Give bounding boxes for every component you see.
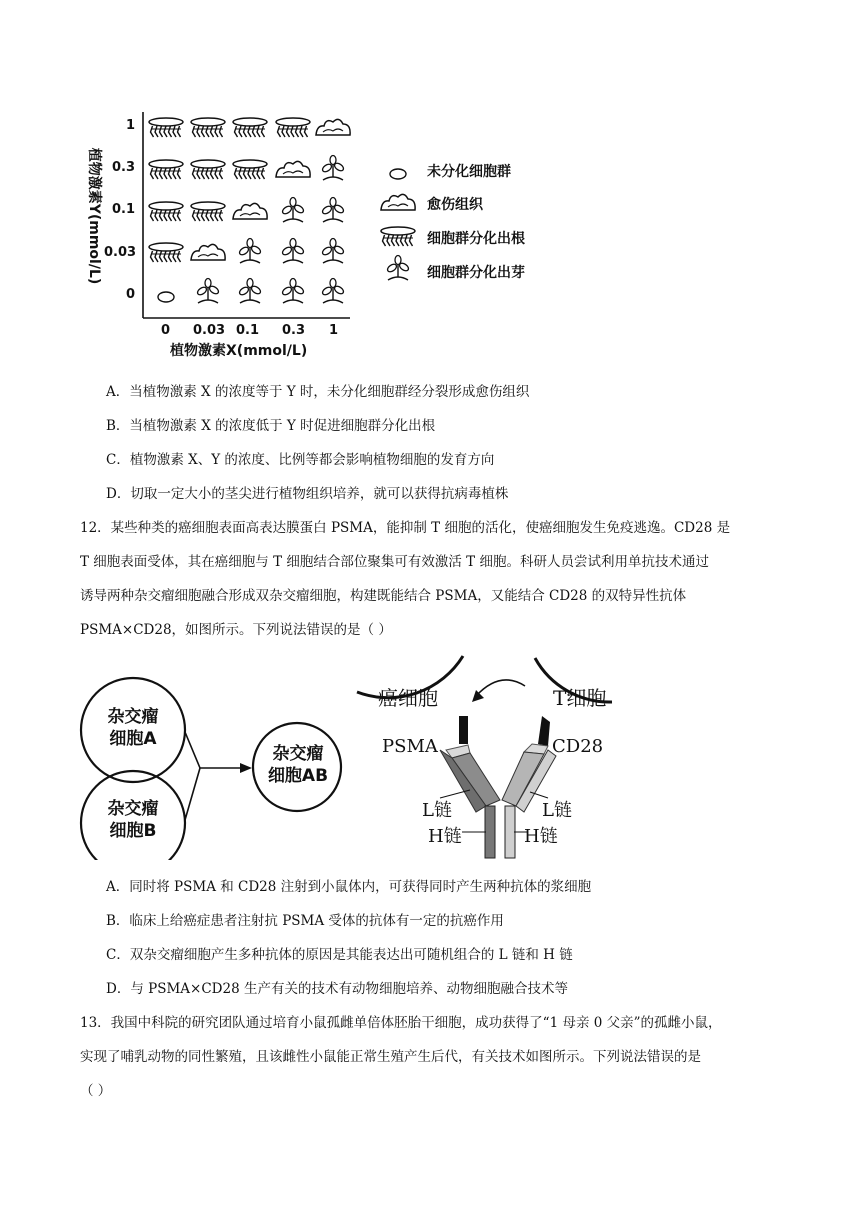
t-cell-label: T细胞: [553, 686, 607, 710]
cell-a-line-1: 杂交瘤: [107, 707, 159, 727]
legend-icon-root: [381, 227, 415, 246]
cell-ab-line-2: 细胞AB: [267, 766, 329, 786]
cell-icon-shoot: [321, 239, 345, 264]
q13-stem-line-2: 实现了哺乳动物的同性繁殖，且该雌性小鼠能正常生殖产生后代，有关技术如图所示。下列说法错误的是: [80, 1049, 701, 1065]
cd28-label: CD28: [552, 736, 604, 757]
legend-icon-undiff: [390, 169, 406, 179]
legend-label-root: 细胞群分化出根: [427, 231, 525, 247]
cell-icon-shoot: [281, 279, 305, 304]
q11-option-c: C．植物激素 X、Y 的浓度、比例等都会影响植物细胞的发育方向: [106, 452, 495, 468]
cell-b-label: [83, 798, 183, 842]
cell-icon-shoot: [281, 198, 305, 223]
x-tick-1: 1: [329, 323, 339, 338]
axes-svg: [0, 0, 860, 370]
cell-icon-root: [149, 160, 183, 179]
cell-icon-root: [191, 118, 225, 137]
q12-option-c: C．双杂交瘤细胞产生多种抗体的原因是其能表达出可随机组合的 L 链和 H 链: [106, 947, 573, 963]
l-chain-right-label: L链: [542, 800, 572, 821]
x-tick-0: 0: [161, 323, 171, 338]
q12-stem-line-4: PSMA×CD28，如图所示。下列说法错误的是（ ）: [80, 622, 392, 638]
cell-icon-shoot: [238, 279, 262, 304]
cell-ab-line-1: 杂交瘤: [272, 744, 324, 764]
cell-icon-callus: [276, 161, 310, 177]
cell-icon-shoot: [321, 156, 345, 181]
cell-icon-root: [191, 160, 225, 179]
cell-icon-root: [233, 160, 267, 179]
cell-b-line-2: 细胞B: [109, 821, 157, 841]
cell-icon-callus: [191, 244, 225, 260]
figure-plant-hormone: [0, 0, 860, 370]
cell-a-label: [83, 706, 183, 750]
q12-option-a: A．同时将 PSMA 和 CD28 注射到小鼠体内，可获得同时产生两种抗体的浆细胞: [106, 879, 592, 895]
cell-icon-root: [149, 118, 183, 137]
cell-icon-callus: [233, 203, 267, 219]
cancer-cell-label: 癌细胞: [378, 686, 438, 710]
cell-icon-shoot: [321, 279, 345, 304]
cell-icon-root: [191, 202, 225, 221]
y-tick-0: 0: [126, 287, 136, 302]
y-tick-0.03: 0.03: [104, 245, 137, 260]
legend-label-callus: 愈伤组织: [427, 197, 483, 213]
cell-icon-shoot: [281, 239, 305, 264]
psma-label: PSMA: [382, 736, 438, 757]
cell-icon-root: [276, 118, 310, 137]
cell-a-line-2: 细胞A: [109, 729, 157, 749]
figure-bispecific-antibody: [0, 650, 860, 860]
cell-icon-undiff: [158, 292, 174, 302]
q12-stem-line-1: 12．某些种类的癌细胞表面高表达膜蛋白 PSMA，能抑制 T 细胞的活化，使癌细胞发生免疫逃逸。CD28 是: [80, 520, 731, 536]
cell-icon-root: [149, 202, 183, 221]
cd28-receptor: [538, 716, 550, 746]
q11-option-d: D．切取一定大小的茎尖进行植物组织培养，就可以获得抗病毒植株: [106, 486, 509, 502]
q11-option-b: B．当植物激素 X 的浓度低于 Y 时促进细胞群分化出根: [106, 418, 436, 434]
l-chain-left-label: L链: [422, 800, 452, 821]
q12-option-b: B．临床上给癌症患者注射抗 PSMA 受体的抗体有一定的抗癌作用: [106, 913, 504, 929]
legend-label-undiff: 未分化细胞群: [427, 164, 511, 180]
legend-label-shoot: 细胞群分化出芽: [427, 265, 525, 281]
cell-icon-shoot: [196, 279, 220, 304]
cell-ab-label: [253, 743, 343, 787]
cell-icon-shoot: [321, 198, 345, 223]
x-tick-0.3: 0.3: [282, 323, 306, 338]
x-tick-0.1: 0.1: [236, 323, 260, 338]
q13-stem-line-3: （ ）: [80, 1083, 112, 1099]
cell-icon-root: [233, 118, 267, 137]
psma-receptor: [459, 716, 468, 744]
q12-stem-line-2: T 细胞表面受体，其在癌细胞与 T 细胞结合部位聚集可有效激活 T 细胞。科研人员尝试利用单抗技术通过: [80, 554, 709, 570]
h-chain-left-label: H链: [428, 826, 462, 847]
x-tick-0.03: 0.03: [193, 323, 226, 338]
q13-stem-line-1: 13．我国中科院的研究团队通过培育小鼠孤雌单倍体胚胎干细胞，成功获得了“1 母亲 0 父亲”的孤雌小鼠，: [80, 1015, 722, 1031]
q12-stem-line-3: 诱导两种杂交瘤细胞融合形成双杂交瘤细胞，构建既能结合 PSMA，又能结合 CD28 的双特异性抗体: [80, 588, 687, 604]
legend-icon-shoot: [386, 256, 410, 281]
q11-option-a: A．当植物激素 X 的浓度等于 Y 时，未分化细胞群经分裂形成愈伤组织: [106, 384, 530, 400]
y-tick-0.1: 0.1: [112, 202, 136, 217]
cell-icon-callus: [316, 119, 350, 135]
y-tick-0.3: 0.3: [112, 160, 136, 175]
h-chain-right-label: H链: [524, 826, 558, 847]
y-tick-1: 1: [126, 118, 136, 133]
legend-icon-callus: [381, 194, 415, 210]
cell-icon-shoot: [238, 239, 262, 264]
x-axis-label: 植物激素X(mmol/L): [170, 343, 308, 359]
q12-option-d: D．与 PSMA×CD28 生产有关的技术有动物细胞培养、动物细胞融合技术等: [106, 981, 568, 997]
y-axis-label: 植物激素Y(mmol/L): [86, 147, 102, 285]
cell-b-line-1: 杂交瘤: [107, 799, 159, 819]
cell-icon-root: [149, 243, 183, 262]
